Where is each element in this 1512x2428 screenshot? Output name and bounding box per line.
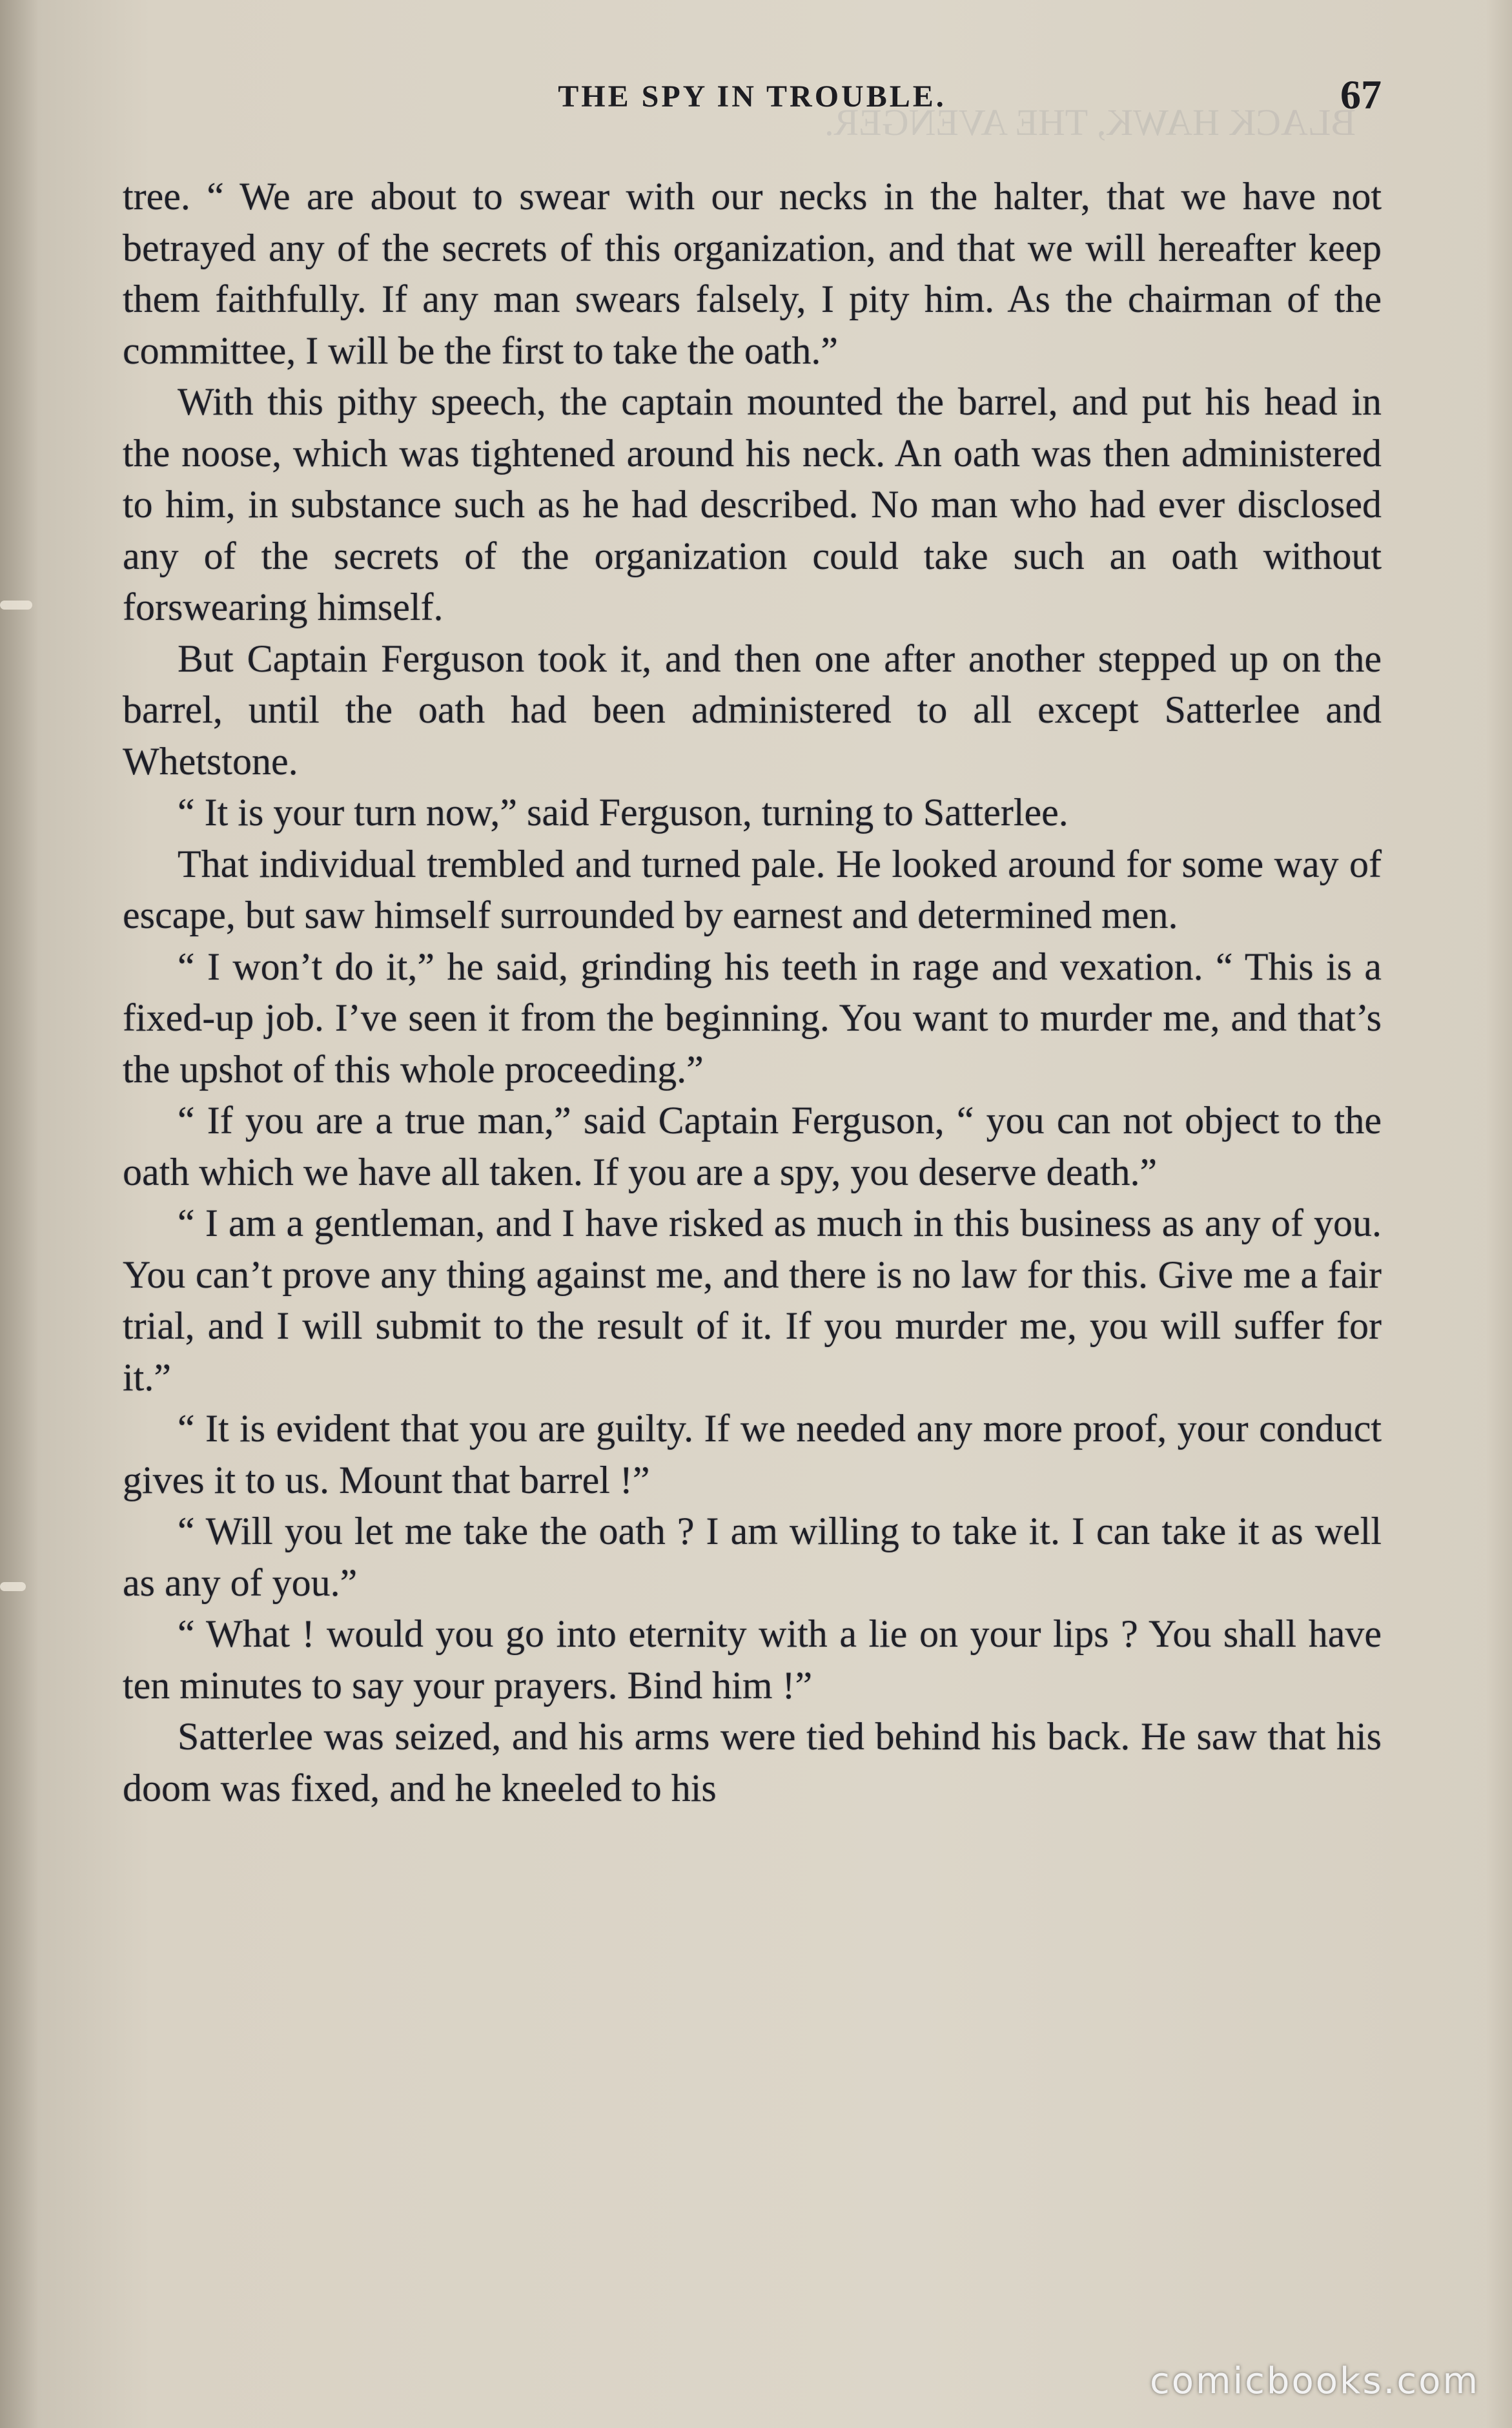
running-title: THE SPY IN TROUBLE. [558, 79, 946, 114]
paragraph: “ If you are a true man,” said Captain Ferguson, “ you can not object to the oath which we have all taken. If you are a spy, you deserve death.” [123, 1099, 1382, 1193]
paragraph: That individual trembled and turned pale. He looked around for some way of escape, but saw himself surrounded by earnest and determined men. [123, 842, 1382, 936]
body-text [123, 171, 1382, 1814]
site-watermark: comicbooks.com [1149, 2360, 1480, 2402]
paragraph: “ It is evident that you are guilty. If we needed any more proof, your conduct gives it to us. Mount that barrel !” [123, 1407, 1382, 1501]
paper-crease [0, 1582, 26, 1591]
bleed-through-heading: BLACK HAWK, THE AVENGER. [824, 101, 1356, 143]
paper-crease [0, 601, 32, 610]
paragraph: With this pithy speech, the captain mounted the barrel, and put his head in the noose, which was tightened around his neck. An oath was then administered to him, in substance such as he had described. No man who had ever disclosed any of the secrets of the organization could take such an oath without forswearing himself. [123, 380, 1382, 628]
paragraph: “ What ! would you go into eternity with a lie on your lips ? You shall have ten minutes to say your prayers. Bind him !” [123, 1612, 1382, 1707]
page-header [123, 65, 1382, 129]
paragraph: “ Will you let me take the oath ? I am willing to take it. I can take it as well as any of you.” [123, 1510, 1382, 1604]
paragraph: But Captain Ferguson took it, and then one after another stepped up on the barrel, until the oath had been administered to all except Satterlee and Whetstone. [123, 637, 1382, 783]
paragraph: tree. “ We are about to swear with our necks in the halter, that we have not betrayed any of the secrets of this organization, and that we will hereafter keep them faithfully. If any man swears falsely, I pity him. As the chairman of the committee, I will be the first to take the oath.” [123, 175, 1382, 372]
page-edge-shadow-left [0, 0, 39, 2428]
page-edge-shadow-right [1486, 0, 1512, 2428]
paragraph: “ I won’t do it,” he said, grinding his teeth in rage and vexation. “ This is a fixed-up job. I’ve seen it from the beginning. You want to murder me, and that’s the upshot of this whole proceeding.” [123, 945, 1382, 1091]
paragraph: Satterlee was seized, and his arms were tied behind his back. He saw that his doom was fixed, and he kneeled to his [123, 1715, 1382, 1809]
page-number: 67 [1340, 72, 1382, 118]
paragraph: “ I am a gentleman, and I have risked as much in this business as any of you. You can’t prove any thing against me, and there is no law for this. Give me a fair trial, and I will submit to the result of it. If you murder me, you will suffer for it.” [123, 1202, 1382, 1399]
paragraph: “ It is your turn now,” said Ferguson, turning to Satterlee. [178, 791, 1068, 834]
